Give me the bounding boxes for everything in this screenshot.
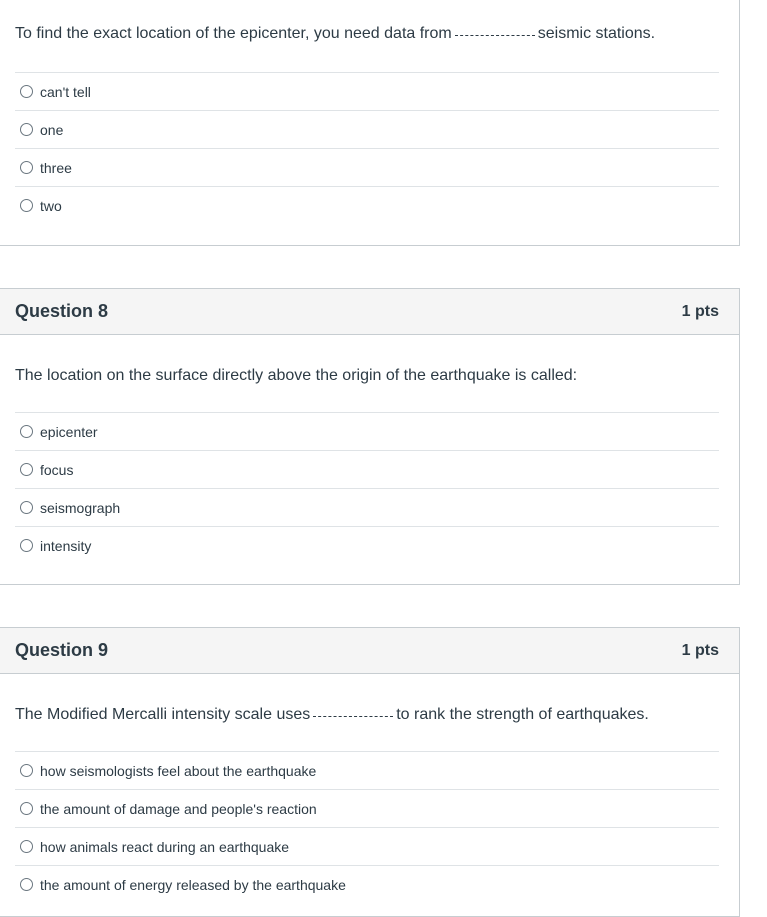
radio-button[interactable] (20, 463, 33, 476)
question-8-header (0, 289, 739, 335)
answer-option[interactable] (15, 751, 719, 789)
answer-label: three (40, 159, 72, 176)
radio-button[interactable] (20, 161, 33, 174)
answer-label: seismograph (40, 499, 121, 516)
question-7-text-before: To find the exact location of the epicenter, you need data from (15, 25, 452, 42)
question-7-text (0, 25, 655, 43)
answer-label: intensity (40, 537, 92, 554)
answer-option[interactable] (15, 110, 719, 148)
question-7-card (0, 0, 740, 246)
radio-button[interactable] (20, 764, 33, 777)
question-8-card (0, 288, 740, 585)
answer-option[interactable] (15, 72, 719, 110)
question-9-text-before: The Modified Mercalli intensity scale uses (15, 706, 311, 723)
question-7-text-after: seismic stations. (537, 25, 656, 42)
answer-option[interactable] (15, 148, 719, 186)
answer-label: how animals react during an earthquake (40, 838, 290, 855)
question-9-answers (15, 751, 719, 903)
answer-option[interactable] (15, 488, 719, 526)
radio-button[interactable] (20, 802, 33, 815)
radio-button[interactable] (20, 425, 33, 438)
radio-button[interactable] (20, 539, 33, 552)
answer-label: one (40, 121, 64, 138)
answer-label: two (40, 197, 62, 214)
radio-button[interactable] (20, 501, 33, 514)
answer-label: the amount of damage and people's reaction (40, 800, 317, 817)
question-9-text-after: to rank the strength of earthquakes. (396, 706, 649, 723)
question-9-card (0, 627, 740, 917)
question-7-answers (15, 72, 719, 224)
answer-option[interactable] (15, 526, 719, 564)
question-title: Question 8 (15, 301, 109, 321)
answer-option[interactable] (15, 450, 719, 488)
question-9-text (0, 706, 649, 724)
answer-label: how seismologists feel about the earthquake (40, 762, 317, 779)
question-8-answers (15, 412, 719, 564)
radio-button[interactable] (20, 85, 33, 98)
question-points: 1 pts (681, 302, 719, 320)
question-points: 1 pts (681, 641, 719, 659)
radio-button[interactable] (20, 123, 33, 136)
answer-option[interactable] (15, 412, 719, 450)
fill-in-blank (313, 716, 393, 717)
answer-label: epicenter (40, 423, 98, 440)
answer-label: focus (40, 461, 74, 478)
answer-option[interactable] (15, 186, 719, 224)
question-8-text: The location on the surface directly above the origin of the earthquake is called: (15, 367, 578, 384)
answer-option[interactable] (15, 827, 719, 865)
answer-label: can't tell (40, 83, 91, 100)
fill-in-blank (455, 35, 535, 36)
answer-label: the amount of energy released by the earthquake (40, 876, 346, 893)
question-9-header (0, 628, 739, 674)
radio-button[interactable] (20, 878, 33, 891)
answer-option[interactable] (15, 789, 719, 827)
radio-button[interactable] (20, 199, 33, 212)
answer-option[interactable] (15, 865, 719, 903)
radio-button[interactable] (20, 840, 33, 853)
question-title: Question 9 (15, 640, 109, 660)
